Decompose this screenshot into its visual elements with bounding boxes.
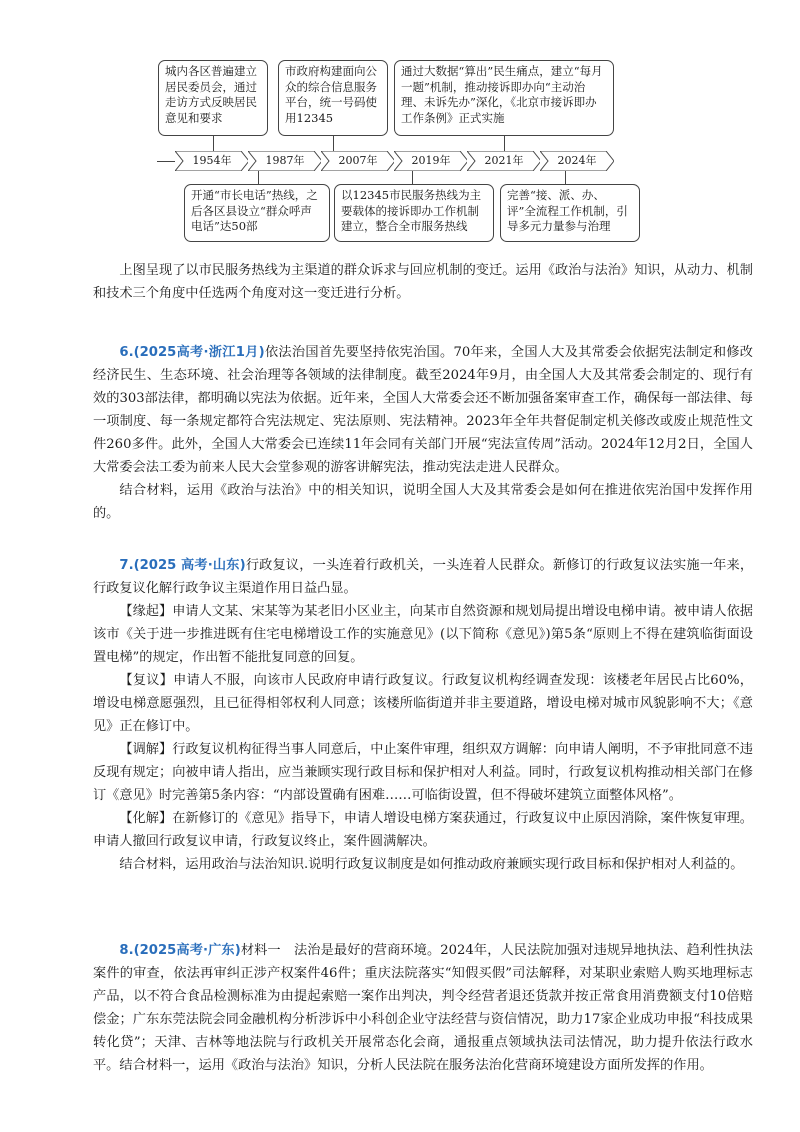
q8-header: 8.(2025高考·广东) [119, 943, 241, 958]
timeline-box-2007 [278, 60, 388, 136]
timeline-box-2021 [394, 60, 614, 136]
year-marker: 1987年 [248, 151, 322, 171]
q7-header: 7.(2025 高考·山东) [119, 558, 246, 573]
connector [412, 171, 413, 185]
year-marker: 2021年 [467, 151, 541, 171]
q7-resolution: 【化解】在新修订的《意见》指导下，申请人增设电梯方案获通过，行政复议中止原因消除，案件恢复审理。申请人撤回行政复议申请，行政复议终止，案件圆满解决。 [93, 811, 753, 849]
q6-header: 6.(2025高考·浙江1月) [119, 345, 265, 360]
timeline-box-1987 [184, 184, 330, 242]
q7-review: 【复议】申请人不服，向该市人民政府申请行政复议。行政复议机构经调查发现：该楼老年居民占比60%，增设电梯意愿强烈，且已征得相邻权利人同意；该楼所临街道并非主要道路，增设电梯对城市风貌影响不大；《意见》正在修订中。 [93, 673, 753, 734]
connector [213, 136, 214, 152]
q7-intro [93, 554, 753, 600]
q5-prompt: 上图呈现了以市民服务热线为主渠道的群众诉求与回应机制的变迁。运用《政治与法治》知识，从动力、机制和技术三个角度中任选两个角度对这一变迁进行分析。 [93, 263, 753, 301]
q6-body: 依法治国首先要坚持依宪治国。70年来，全国人大及其常委会依据宪法制定和修改经济民生、生态环境、社会治理等各领域的法律制度。截至2024年9月，由全国人大及其常委会制定的、现行有效的303部法律，都明确以宪法为依据。近年来，全国人大常委会还不断加强备案审查工作，确保每一部法律、每一项制度、每一条规定都符合宪法规定、宪法原则、宪法精神。2023年全年共督促制定机关修改或废止规范性文件260多件。此外，全国人大常委会已连续11年会同有关部门开展“宪法宣传周”活动。2024年12月2日，全国人大常委会法工委为前来人民大会堂参观的游客讲解宪法，推动宪法走进人民群众。 [93, 345, 753, 475]
q6-prompt: 结合材料，运用《政治与法治》中的相关知识，说明全国人大及其常委会是如何在推进依宪治国中发挥作用的。 [93, 483, 753, 521]
timeline-box-text: 完善“接、派、办、评”全流程工作机制，引导多元力量参与治理 [507, 188, 628, 233]
year-marker: 1954年 [175, 151, 249, 171]
q7-intro-text: 行政复议，一头连着行政机关，一头连着人民群众。新修订的行政复议法实施一年来，行政复议化解行政争议主渠道作用日益凸显。 [93, 558, 754, 596]
q6-material [93, 341, 753, 479]
connector [504, 136, 505, 152]
timeline-box-text: 以12345市民服务热线为主要载体的接诉即办工作机制建立，整合全市服务热线 [341, 188, 482, 233]
year-marker: 2007年 [321, 151, 395, 171]
year-marker: 2019年 [394, 151, 468, 171]
timeline-box-1954 [158, 60, 268, 136]
connector [333, 136, 334, 152]
timeline-box-text: 通过大数据“算出”民生痛点，建立“每月一题”机制，推动接诉即办向“主动治理、未诉先办”深化，《北京市接诉即办工作条例》正式实施 [401, 64, 603, 125]
q7-mediation: 【调解】行政复议机构征得当事人同意后，中止案件审理，组织双方调解：向申请人阐明，不予审批同意不违反现有规定；向被申请人指出，应当兼顾实现行政目标和保护相对人利益。同时，行政复议机构推动相关部门在修订《意见》时完善第5条内容：“内部设置确有困难……可临街设置，但不得破坏建筑立面整体风格”。 [93, 742, 753, 803]
connector [258, 171, 259, 185]
timeline-box-text: 开通“市长电话”热线，之后各区县设立“群众呼声电话”达50部 [191, 188, 318, 233]
q8-body: 材料一 法治是最好的营商环境。2024年，人民法院加强对违规异地执法、趋利性执法案件的审查，依法再审纠正涉产权案件46件；重庆法院落实“知假买假”司法解释，对某职业索赔人购买地理标志产品，以不符合食品检测标准为由提起索赔一案作出判决，判令经营者退还货款并按正常食用消费额支付10倍赔偿金；广东东莞法院会同金融机构分析涉诉中小科创企业守法经营与资信情况，助力17家企业成功申报“科技成果转化贷”；天津、吉林等地法院与行政机关开展常态化会商，通报重点领域执法司法情况，助力提升依法行政水平。 [93, 943, 753, 1073]
q7-prompt: 结合材料，运用政治与法治知识.说明行政复议制度是如何推动政府兼顾实现行政目标和保护相对人利益的。 [119, 857, 744, 872]
year-marker: 2024年 [540, 151, 614, 171]
timeline-box-2019 [334, 184, 494, 242]
q7-origin: 【缘起】申请人文某、宋某等为某老旧小区业主，向某市自然资源和规划局提出增设电梯申请。被申请人依据该市《关于进一步推进既有住宅电梯增设工作的实施意见》(以下简称《意见》)第5条“原则上不得在建筑临街面设置电梯”的规定，作出暂不能批复同意的回复。 [93, 604, 753, 665]
q8-prompt: 结合材料一，运用《政治与法治》知识，分析人民法院在服务法治化营商环境建设方面所发挥的作用。 [119, 1058, 713, 1073]
connector [565, 171, 566, 185]
timeline-box-2024 [500, 184, 640, 242]
timeline-box-text: 城内各区普遍建立居民委员会，通过走访方式反映居民意见和要求 [165, 64, 257, 125]
timeline-box-text: 市政府构建面向公众的综合信息服务平台，统一号码使用12345 [285, 64, 377, 125]
